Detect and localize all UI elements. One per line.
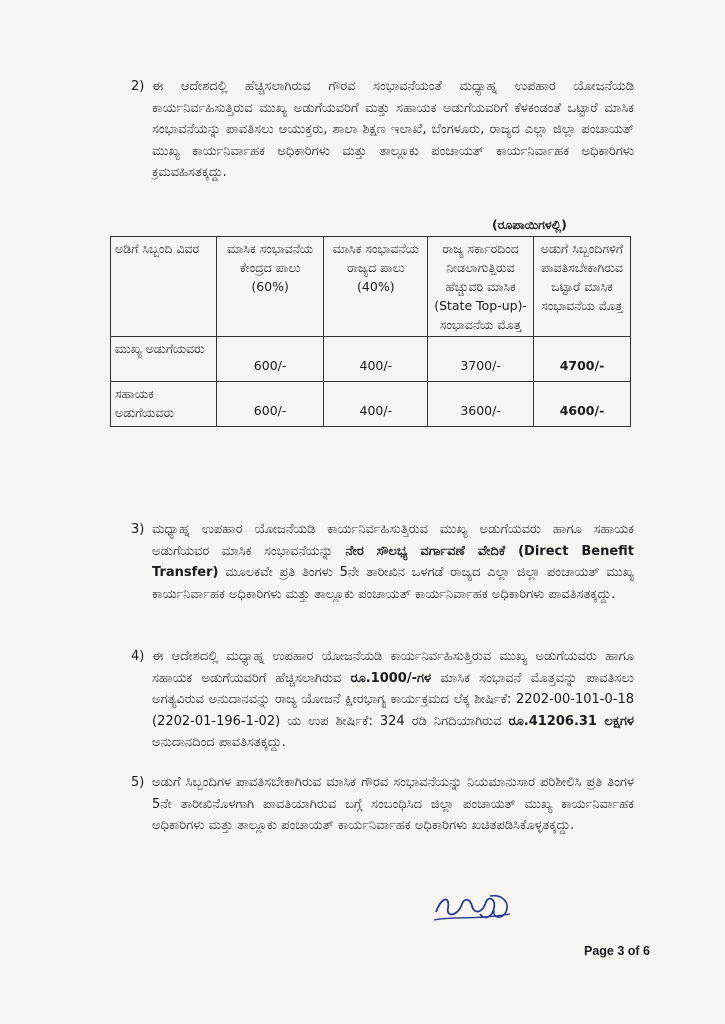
row-role: ಮುಖ್ಯ ಅಡುಗೆಯವರು bbox=[111, 337, 217, 382]
header-total: ಅಡುಗೆ ಸಿಬ್ಬಂದಿಗಳಿಗೆ ಪಾವತಿಸಬೇಕಾಗಿರುವ ಒಟ್ಟಾರೆ ಮಾಸಿಕ ಸಂಭಾವನೆಯ ಮೊತ್ತ bbox=[534, 237, 631, 337]
table-row bbox=[111, 382, 631, 427]
row-topup: 3600/- bbox=[428, 382, 534, 427]
table-unit-note: (ರೂಪಾಯಿಗಳಲ್ಲಿ) bbox=[492, 217, 567, 232]
row-central: 600/- bbox=[216, 337, 324, 382]
row-role: ಸಹಾಯಕ ಅಡುಗೆಯವರು bbox=[111, 382, 217, 427]
item-4-text-b: ಮಾಸಿಕ ಸಂಭಾವನೆ ಮೊತ್ತವನ್ನು ಪಾವತಿಸಲು ಅಗತ್ಯವಿರುವ ಅನುದಾನವನ್ನು ರಾಜ್ಯ ಯೋಜನೆ ಕ್ಷೀರಭಾಗ್ಯ ಕಾರ್ಯಕ್ರಮದ ಲೆಕ್ಕ ಶೀರ್ಷಿಕೆ: 2202-00-101-0-18 (2202-01-196-1-02) ಯ ಉಪ ಶೀರ್ಷಿಕೆ: 324 ರಡಿ ನಿಗದಿಯಾಗಿರುವ bbox=[152, 670, 634, 729]
header-state-topup: ರಾಜ್ಯ ಸರ್ಕಾರದಿಂದ ನೀಡಲಾಗುತ್ತಿರುವ ಹೆಚ್ಚುವರಿ ಮಾಸಿಕ (State Top-up)- ಸಂಭಾವನೆಯ ಮೊತ್ತ bbox=[428, 237, 534, 337]
item-2-text: ಈ ಆದೇಶದಲ್ಲಿ ಹೆಚ್ಚಿಸಲಾಗಿರುವ ಗೌರವ ಸಂಭಾವನೆಯಂತೆ ಮಧ್ಯಾಹ್ನ ಉಪಹಾರ ಯೋಜನೆಯಡಿ ಕಾರ್ಯನಿರ್ವಹಿಸುತ್ತಿರುವ ಮುಖ್ಯ ಅಡುಗೆಯವರಿಗೆ ಮತ್ತು ಸಹಾಯಕ ಅಡುಗೆಯವರಿಗೆ ಕೆಳಕಂಡಂತೆ ಒಟ್ಟಾರೆ ಮಾಸಿಕ ಸಂಭಾವನೆಯನ್ನು ಪಾವತಿಸಲು ಆಯುಕ್ತರು, ಶಾಲಾ ಶಿಕ್ಷಣ ಇಲಾಖೆ, ಬೆಂಗಳೂರು, ರಾಜ್ಯದ ಎಲ್ಲಾ ಜಿಲ್ಲಾ ಪಂಚಾಯತ್ ಮುಖ್ಯ ಕಾರ್ಯನಿರ್ವಾಹಕ ಅಧಿಕಾರಿಗಳು ಮತ್ತು ತಾಲ್ಲೂಕು ಪಂಚಾಯತ್ ಕಾರ್ಯನಿರ್ವಾಹಕ ಅಧಿಕಾರಿಗಳು ಕ್ರಮವಹಿಸತಕ್ಕದ್ದು. bbox=[152, 79, 634, 180]
item-3-text-b: ಮೂಲಕವೇ ಪ್ರತಿ ತಿಂಗಳು 5ನೇ ತಾರೀಖಿನ ಒಳಗಡೆ ರಾಜ್ಯದ ಎಲ್ಲಾ ಜಿಲ್ಲಾ ಪಂಚಾಯತ್ ಮುಖ್ಯ ಕಾರ್ಯನಿರ್ವಾಹಕ ಅಧಿಕಾರಿಗಳು ಮತ್ತು ತಾಲ್ಲೂಕು ಪಂಚಾಯತ್ ಕಾರ್ಯನಿರ್ವಾಹಕ ಅಧಿಕಾರಿಗಳು ಪಾವತಿಸತಕ್ಕದ್ದು. bbox=[152, 565, 634, 602]
row-total: 4600/- bbox=[534, 382, 631, 427]
item-3-text bbox=[152, 519, 634, 605]
item-4-text bbox=[152, 646, 634, 754]
item-3-number: 3) bbox=[131, 522, 145, 537]
table-row bbox=[111, 337, 631, 382]
item-4-number: 4) bbox=[131, 649, 145, 664]
item-2-number: 2) bbox=[131, 79, 145, 94]
item-4-text-a: ಈ ಆದೇಶದಲ್ಲಿ ಮಧ್ಯಾಹ್ನ ಉಪಹಾರ ಯೋಜನೆಯಡಿ ಕಾರ್ಯನಿರ್ವಹಿಸುತ್ತಿರುವ ಮುಖ್ಯ ಅಡುಗೆಯವರು ಹಾಗೂ ಸಹಾಯಕ ಅಡುಗೆಯವರಿಗೆ ಹೆಚ್ಚಿಸಲಾಗಿರುವ bbox=[152, 649, 634, 686]
item-5-number: 5) bbox=[131, 775, 145, 790]
row-topup: 3700/- bbox=[428, 337, 534, 382]
row-state: 400/- bbox=[324, 382, 428, 427]
row-central: 600/- bbox=[216, 382, 324, 427]
signature-icon bbox=[432, 890, 514, 926]
dbt-emphasis: ನೇರ ಸೌಲಭ್ಯ ವರ್ಗಾವಣೆ ವೇದಿಕೆ (Direct Benefit Transfer) bbox=[152, 543, 634, 580]
row-total: 4700/- bbox=[534, 337, 631, 382]
honorarium-table bbox=[110, 236, 631, 427]
item-5-text: ಅಡುಗೆ ಸಿಬ್ಬಂದಿಗಳ ಪಾವತಿಸಬೇಕಾಗಿರುವ ಮಾಸಿಕ ಗೌರವ ಸಂಭಾವನೆಯನ್ನು ನಿಯಮಾನುಸಾರ ಪರಿಶೀಲಿಸಿ ಪ್ರತಿ ತಿಂಗಳ 5ನೇ ತಾರೀಖಿನೊಳಗಾಗಿ ಪಾವತಿಯಾಗಿರುವ ಬಗ್ಗೆ ಸಂಬಂಧಿಸಿದ ಜಿಲ್ಲಾ ಪಂಚಾಯತ್ ಮುಖ್ಯ ಕಾರ್ಯನಿರ್ವಾಹಕ ಅಧಿಕಾರಿಗಳು ಮತ್ತು ತಾಲ್ಲೂಕು ಪಂಚಾಯತ್ ಕಾರ್ಯನಿರ್ವಾಹಕ ಅಧಿಕಾರಿಗಳು ಖಚಿತಪಡಿಸಿಕೊಳ್ಳತಕ್ಕದ್ದು. bbox=[152, 775, 634, 833]
grant-emphasis: ರೂ.41206.31 ಲಕ್ಷಗಳ bbox=[508, 713, 634, 729]
table-header-row bbox=[111, 237, 631, 337]
amount-emphasis: ರೂ.1000/-ಗಳ bbox=[350, 670, 432, 686]
row-state: 400/- bbox=[324, 337, 428, 382]
header-central-share: ಮಾಸಿಕ ಸಂಭಾವನೆಯ ಕೇಂದ್ರದ ಪಾಲು (60%) bbox=[216, 237, 324, 337]
header-staff: ಅಡಿಗೆ ಸಿಬ್ಬಂದಿ ವಿವರ bbox=[111, 237, 217, 337]
header-state-share: ಮಾಸಿಕ ಸಂಭಾವನೆಯ ರಾಜ್ಯದ ಪಾಲು (40%) bbox=[324, 237, 428, 337]
item-4-text-c: ಅನುದಾನದಿಂದ ಪಾವತಿಸತಕ್ಕದ್ದು. bbox=[152, 735, 286, 750]
page-number: Page 3 of 6 bbox=[584, 944, 650, 958]
item-3-text-a: ಮಧ್ಯಾಹ್ನ ಉಪಹಾರ ಯೋಜನೆಯಡಿ ಕಾರ್ಯನಿರ್ವಹಿಸುತ್ತಿರುವ ಮುಖ್ಯ ಅಡುಗೆಯವರು ಹಾಗೂ ಸಹಾಯಕ ಅಡುಗೆಯವರ ಮಾಸಿಕ ಸಂಭಾವನೆಯನ್ನು bbox=[152, 522, 634, 559]
